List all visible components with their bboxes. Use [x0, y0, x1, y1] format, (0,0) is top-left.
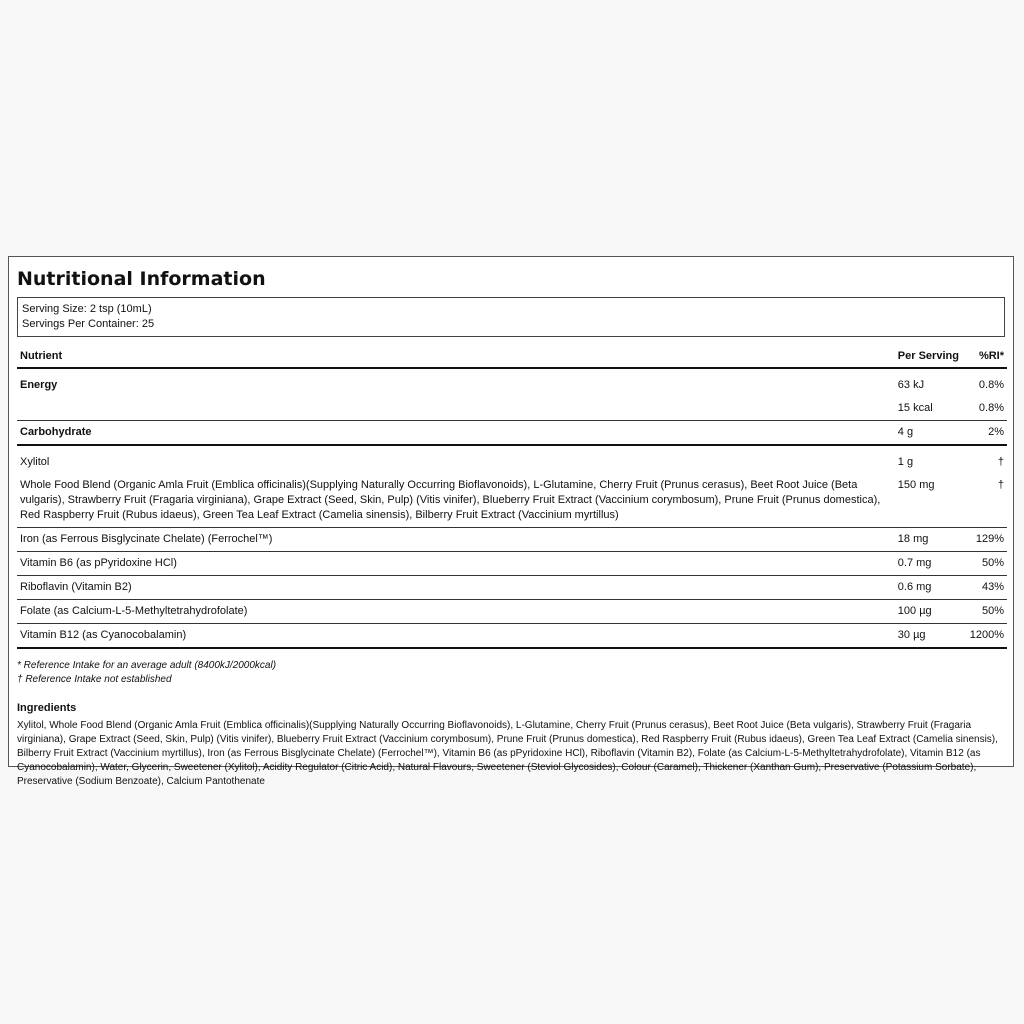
- row-label-empty: [17, 397, 895, 421]
- row-amount: 150 mg: [895, 474, 967, 528]
- row-label: Vitamin B6 (as pPyridoxine HCl): [17, 552, 895, 576]
- table-row: [17, 576, 1007, 600]
- row-label: Whole Food Blend (Organic Amla Fruit (Emblica officinalis)(Supplying Naturally Occurring Bioflavonoids), L-Glutamine, Cherry Fruit (Prunus cerasus), Beet Root Juice (Beta vulgaris), Strawberry Fruit (Fragaria virginiana), Grape Extract (Seed, Skin, Pulp) (Vitis vinifer), Blueberry Fruit Extract (Vaccinium corymbosum), Prune Fruit (Prunus domestica), Red Raspberry Fruit (Rubus idaeus), Green Tea Leaf Extract (Camelia sinensis), Bilberry Fruit Extract (Vaccinium myrtillus): [17, 474, 895, 528]
- serving-size: Serving Size: 2 tsp (10mL): [22, 303, 152, 315]
- table-row-carbohydrate: [17, 421, 1007, 446]
- nutrition-table: [17, 343, 1007, 649]
- ingredients-text: Xylitol, Whole Food Blend (Organic Amla Fruit (Emblica officinalis)(Supplying Naturally Occurring Bioflavonoids), L-Glutamine, Cherry Fruit (Prunus cerasus), Beet Root Juice (Beta vulgaris), Strawberry Fruit (Fragaria virginiana), Grape Extract (Seed, Skin, Pulp) (Vitis vinifer), Blueberry Fruit Extract (Vaccinium corymbosum), Prune Fruit (Prunus domestica), Red Raspberry Fruit (Rubus idaeus), Green Tea Leaf Extract (Camelia sinensis), Bilberry Fruit Extract (Vaccinium myrtillus), Iron (as Ferrous Bisglycinate Chelate) (Ferrochel™), Vitamin B6 (as pPyridoxine HCl), Riboflavin (Vitamin B2), Folate (as Calcium-L-5-Methyltetrahydrofolate), Vitamin B12 (as Cyanocobalamin), Water, Glycerin, Sweetener (Xylitol), Acidity Regulator (Citric Acid), Natural Flavours, Sweetener (Steviol Glycosides), Colour (Caramel), Thickener (Xanthan Gum), Preservative (Potassium Sorbate), Preservative (Sodium Benzoate), Calcium Pantothenate: [17, 720, 998, 787]
- row-ri: 1200%: [967, 624, 1007, 649]
- nutrition-panel: [8, 256, 1014, 787]
- row-label: Xylitol: [20, 456, 50, 468]
- footnotes: [17, 659, 1005, 687]
- row-amount: 18 mg: [895, 528, 967, 552]
- row-amount: 30 µg: [895, 624, 967, 649]
- row-amount: 0.6 mg: [895, 576, 967, 600]
- row-ri: 43%: [967, 576, 1007, 600]
- row-amount-energy-kcal: 15 kcal: [895, 397, 967, 421]
- footnote-ri: * Reference Intake for an average adult (8400kJ/2000kcal): [17, 660, 277, 671]
- row-label: Folate (as Calcium-L-5-Methyltetrahydrofolate): [17, 600, 895, 624]
- row-ri-energy-kcal: 0.8%: [967, 397, 1007, 421]
- table-header-row: [17, 343, 1007, 368]
- row-ri-energy-kj: 0.8%: [978, 379, 1004, 391]
- table-row: [17, 624, 1007, 649]
- row-amount: 1 g: [897, 456, 914, 468]
- row-amount: 0.7 mg: [895, 552, 967, 576]
- row-ri-carbohydrate: 2%: [967, 421, 1007, 446]
- table-row: [17, 552, 1007, 576]
- row-ri: 50%: [967, 600, 1007, 624]
- ingredients-heading: Ingredients: [17, 702, 77, 714]
- header-per-serving: Per Serving: [897, 350, 959, 362]
- header-nutrient: Nutrient: [20, 350, 63, 362]
- row-ri: †: [997, 456, 1004, 468]
- table-row-energy-kj: [17, 368, 1007, 397]
- table-row-energy-kcal: [17, 397, 1007, 421]
- row-amount-carbohydrate: 4 g: [895, 421, 967, 446]
- row-ri: †: [967, 474, 1007, 528]
- table-row: [17, 528, 1007, 552]
- row-ri: 129%: [967, 528, 1007, 552]
- row-label-carbohydrate: Carbohydrate: [17, 421, 895, 446]
- table-row: [17, 445, 1007, 474]
- row-label: Iron (as Ferrous Bisglycinate Chelate) (Ferrochel™): [17, 528, 895, 552]
- row-ri: 50%: [967, 552, 1007, 576]
- table-row: [17, 600, 1007, 624]
- row-amount: 100 µg: [895, 600, 967, 624]
- panel-title: Nutritional Information: [17, 268, 266, 290]
- servings-per-container: Servings Per Container: 25: [22, 318, 155, 330]
- row-label: Riboflavin (Vitamin B2): [17, 576, 895, 600]
- header-ri: %RI*: [978, 350, 1004, 362]
- row-label: Vitamin B12 (as Cyanocobalamin): [17, 624, 895, 649]
- footnote-dagger: † Reference Intake not established: [17, 674, 172, 685]
- serving-info-box: [17, 297, 1005, 337]
- row-label-energy: Energy: [20, 379, 58, 391]
- row-amount-energy-kj: 63 kJ: [897, 379, 925, 391]
- table-row: [17, 474, 1007, 528]
